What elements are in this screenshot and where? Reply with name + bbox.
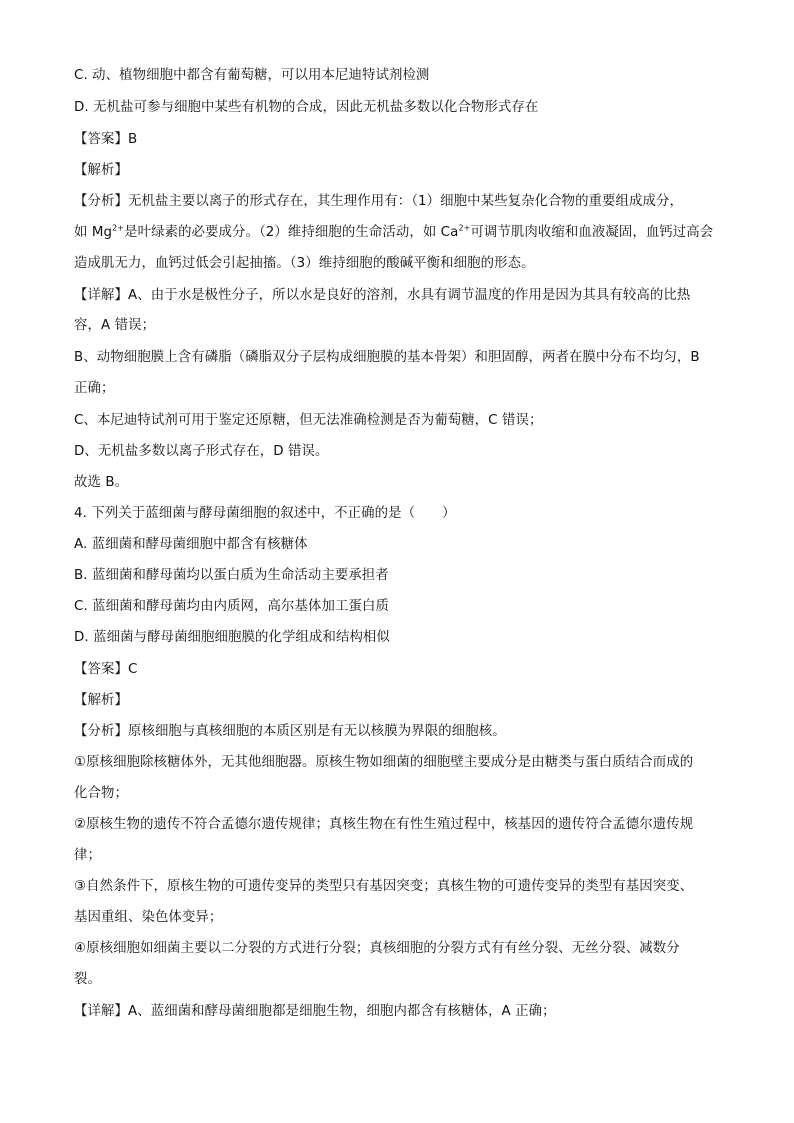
mg-prefix: 如 Mg: [74, 225, 113, 240]
point-2-line-1: ②原核生物的遗传不符合孟德尔遗传规律；真核生物在有性生殖过程中，核基因的遗传符合孟德尔遗传规: [74, 817, 694, 832]
ca-suffix: 可调节肌肉收缩和血液凝固，血钙过高会: [470, 225, 714, 240]
mg-middle: 是叶绿素的必要成分。（2）维持细胞的生命活动，如 Ca: [124, 225, 459, 240]
detail-text-3: B、动物细胞膜上含有磷脂（磷脂双分子层构成细胞膜的基本骨架）和胆固醇，两者在膜中分布不均匀，B: [74, 350, 700, 365]
analysis-text-2: [74, 223, 724, 243]
ca-superscript: 2+: [458, 223, 471, 233]
detail-text-2: 容，A 错误；: [74, 318, 156, 333]
answer-label-2: 【答案】C: [74, 662, 138, 677]
point-1-line-2: 化合物；: [74, 786, 128, 801]
question-4-stem: 4. 下列关于蓝细菌与酵母菌细胞的叙述中，不正确的是（ ）: [74, 506, 456, 521]
question-4-option-a: A. 蓝细菌和酵母菌细胞中都含有核糖体: [74, 537, 308, 552]
analysis-label: 【解析】: [74, 163, 128, 178]
mg-superscript: 2+: [112, 223, 125, 233]
choose-b-text: 故选 B。: [74, 475, 129, 490]
point-4-line-2: 裂。: [74, 972, 101, 987]
question-4-option-c: C. 蓝细菌和酵母菌均由内质网，高尔基体加工蛋白质: [74, 599, 389, 614]
detail-text-6: D、无机盐多数以离子形式存在，D 错误。: [74, 444, 329, 459]
point-2-line-2: 律；: [74, 848, 101, 863]
detail-text-1: 【详解】A、由于水是极性分子，所以水是良好的溶剂，水具有调节温度的作用是因为其具有较高的比热: [74, 288, 691, 303]
detail-text-7: 【详解】A、蓝细菌和酵母菌细胞都是细胞生物，细胞内都含有核糖体，A 正确；: [74, 1004, 556, 1019]
answer-label: 【答案】B: [74, 132, 138, 147]
analysis-text-1: 【分析】无机盐主要以离子的形式存在，其生理作用有：（1）细胞中某些复杂化合物的重要组成成分，: [74, 194, 683, 209]
point-1-line-1: ①原核细胞除核糖体外，无其他细胞器。原核生物如细菌的细胞壁主要成分是由糖类与蛋白质结合而成的: [74, 755, 694, 770]
question-4-option-d: D. 蓝细菌与酵母菌细胞细胞膜的化学组成和结构相似: [74, 630, 390, 645]
option-c-text: C. 动、植物细胞中都含有葡萄糖，可以用本尼迪特试剂检测: [74, 68, 430, 83]
analysis-text-4: 【分析】原核细胞与真核细胞的本质区别是有无以核膜为界限的细胞核。: [74, 724, 506, 739]
option-d-text: D. 无机盐可参与细胞中某些有机物的合成，因此无机盐多数以化合物形式存在: [74, 100, 539, 115]
point-3-line-1: ③自然条件下，原核生物的可遗传变异的类型只有基因突变；真核生物的可遗传变异的类型有基因突变、: [74, 879, 694, 894]
point-3-line-2: 基因重组、染色体变异；: [74, 910, 223, 925]
question-4-option-b: B. 蓝细菌和酵母菌均以蛋白质为生命活动主要承担者: [74, 568, 389, 583]
detail-text-4: 正确；: [74, 381, 115, 396]
analysis-label-2: 【解析】: [74, 693, 128, 708]
detail-text-5: C、本尼迪特试剂可用于鉴定还原糖，但无法准确检测是否为葡萄糖，C 错误；: [74, 413, 543, 428]
analysis-text-3: 造成肌无力，血钙过低会引起抽搐。（3）维持细胞的酸碱平衡和细胞的形态。: [74, 256, 535, 271]
point-4-line-1: ④原核细胞如细菌主要以二分裂的方式进行分裂；真核细胞的分裂方式有有丝分裂、无丝分裂、减数分: [74, 941, 680, 956]
